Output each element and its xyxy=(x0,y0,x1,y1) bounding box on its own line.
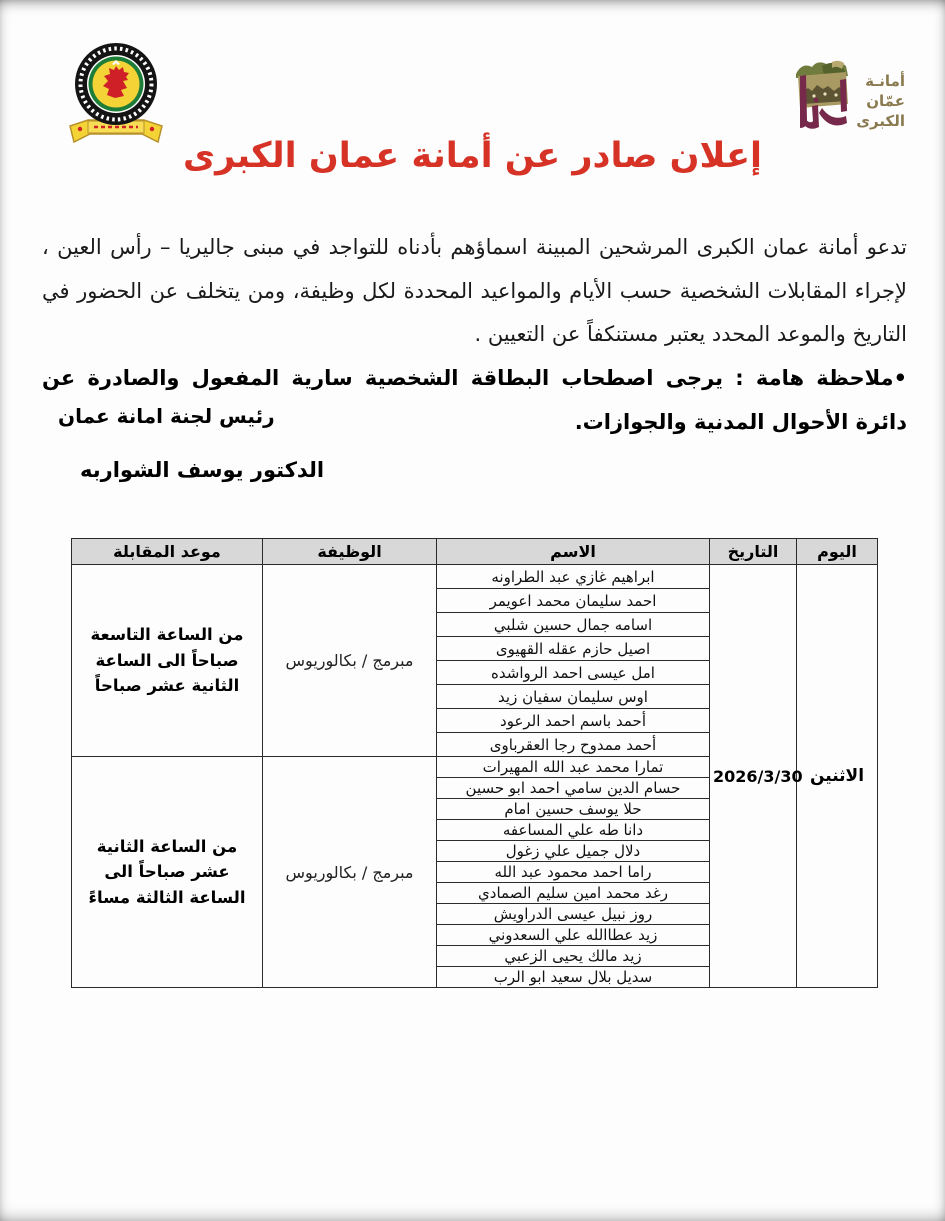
job-cell: مبرمج / بكالوريوس xyxy=(263,757,437,988)
name-cell: دلال جميل علي زغول xyxy=(437,841,710,862)
job-cell: مبرمج / بكالوريوس xyxy=(263,565,437,757)
header-name: الاسم xyxy=(437,539,710,565)
name-cell: حسام الدين سامي احمد ابو حسين xyxy=(437,778,710,799)
name-cell: امل عيسى احمد الرواشده xyxy=(437,661,710,685)
name-cell: ابراهيم غازي عبد الطراونه xyxy=(437,565,710,589)
amman-calligraphy-icon xyxy=(792,58,850,144)
name-cell: احمد سليمان محمد اعويمر xyxy=(437,589,710,613)
table-row xyxy=(72,565,878,589)
name-cell: رغد محمد امين سليم الصمادي xyxy=(437,883,710,904)
name-cell: دانا طه علي المساعفه xyxy=(437,820,710,841)
name-cell: زيد مالك يحيى الزعبي xyxy=(437,946,710,967)
time-cell: من الساعة الثانية عشر صباحاً الى الساعة الثالثة مساءً xyxy=(72,757,263,988)
signature-title: رئيس لجنة امانة عمان xyxy=(58,404,275,428)
schedule-table xyxy=(71,538,878,988)
name-cell: اصيل حازم عقله القهيوى xyxy=(437,637,710,661)
day-cell: الاثنين xyxy=(797,565,878,988)
name-cell: حلا يوسف حسين امام xyxy=(437,799,710,820)
name-cell: اوس سليمان سفيان زيد xyxy=(437,685,710,709)
amman-municipality-logo-text xyxy=(856,71,905,132)
name-cell: أحمد باسم احمد الرعود xyxy=(437,709,710,733)
date-cell: 2026/3/30 xyxy=(710,565,797,988)
table-header-row xyxy=(72,539,878,565)
name-cell: اسامه جمال حسين شلبي xyxy=(437,613,710,637)
gam-logo-line: أمانـة xyxy=(865,71,905,90)
header-date: التاريخ xyxy=(710,539,797,565)
schedule-table-body xyxy=(72,565,878,988)
header-time: موعد المقابلة xyxy=(72,539,263,565)
gam-logo-line: عمّان xyxy=(866,91,905,110)
header-job: الوظيفة xyxy=(263,539,437,565)
intro-paragraph: تدعو أمانة عمان الكبرى المرشحين المبينة اسماؤهم بأدناه للتواجد في مبنى جاليريا – رأس العين ، لإجراء المقابلات الشخصية حسب الأيام والمواعيد المحددة لكل وظيفة، ومن يتخلف عن الحضور في التاريخ والموعد المحدد يعتبر مستنكفاً عن التعيين . xyxy=(42,235,907,347)
signature-name: الدكتور يوسف الشواربه xyxy=(80,458,325,482)
header-day: اليوم xyxy=(797,539,878,565)
name-cell: زيد عطاالله علي السعدوني xyxy=(437,925,710,946)
announcement-title: إعلان صادر عن أمانة عمان الكبرى xyxy=(183,136,762,176)
schedule-table-wrap xyxy=(72,538,878,988)
important-note: •ملاحظة هامة : يرجى اصطحاب البطاقة الشخصية سارية المفعول والصادرة عن دائرة الأحوال المدنية والجوازات. xyxy=(42,366,907,434)
time-cell: من الساعة التاسعة صباحاً الى الساعة الثانية عشر صباحاً xyxy=(72,565,263,757)
name-cell: تمارا محمد عبد الله المهيرات xyxy=(437,757,710,778)
name-cell: راما احمد محمود عبد الله xyxy=(437,862,710,883)
name-cell: روز نبيل عيسى الدراويش xyxy=(437,904,710,925)
amman-municipality-logo xyxy=(792,58,905,144)
name-cell: أحمد ممدوح رجا العقرباوى xyxy=(437,733,710,757)
name-cell: سديل بلال سعيد ابو الرب xyxy=(437,967,710,988)
note-bullet: • xyxy=(893,366,907,391)
gam-logo-line: الكبرى xyxy=(856,112,905,131)
